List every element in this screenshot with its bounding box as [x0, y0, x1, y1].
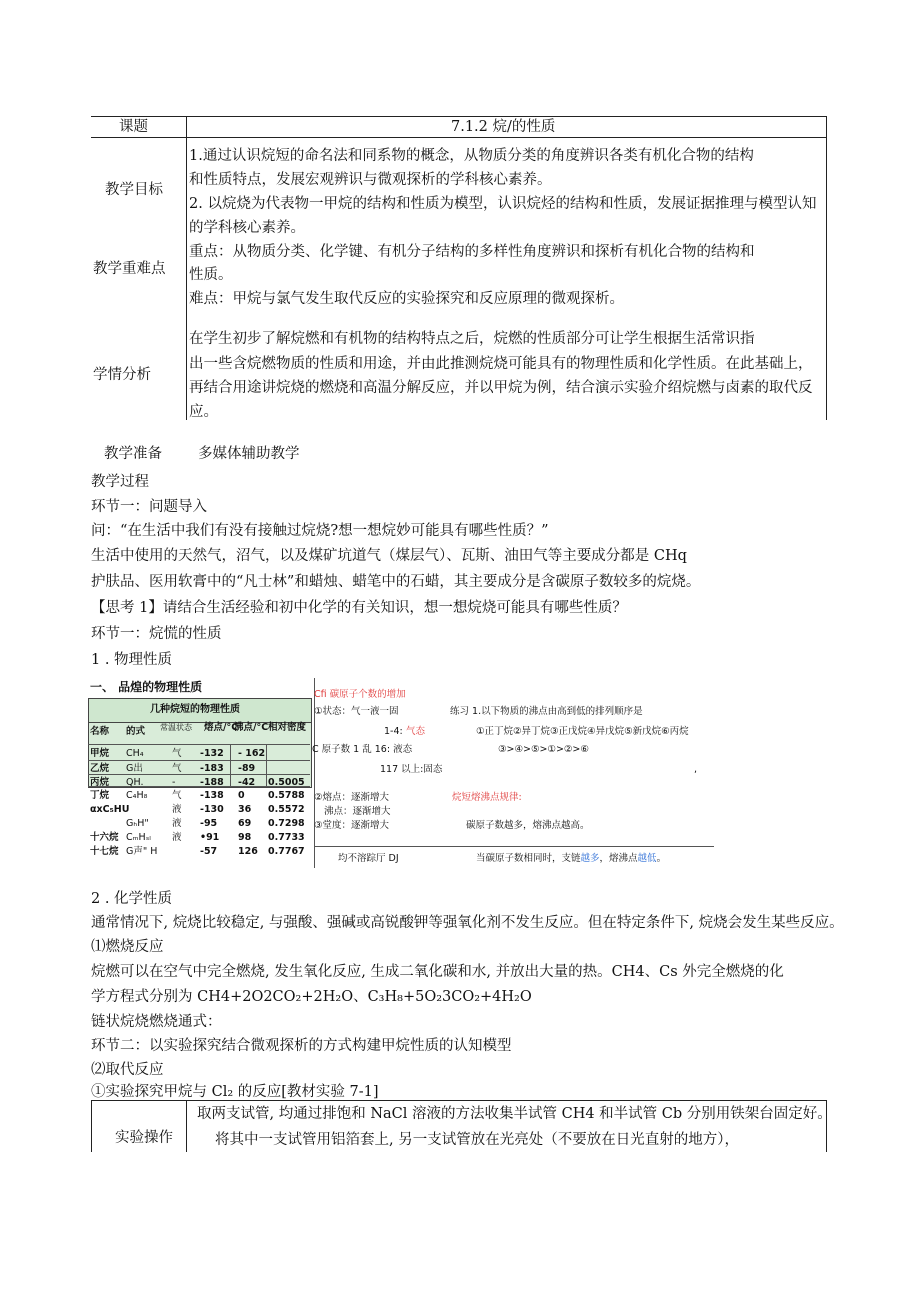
- alkane-table-cell: -130: [200, 804, 224, 815]
- section-heading: 环节二：以实验探究结合微观探析的方式构建甲烷性质的认知模型: [91, 1038, 512, 1054]
- figure-title: 一、 品煌的物理性质: [90, 680, 203, 694]
- density: ③堂度：逐渐增大: [314, 820, 390, 831]
- subsection-heading: ①实验探究甲烷与 Cl₂ 的反应[教材实验 7-1]: [91, 1084, 379, 1100]
- gas-state: 气态: [406, 726, 426, 737]
- subsection-heading: 2 . 化学性质: [91, 891, 173, 907]
- alkane-table-cell: 气: [172, 790, 182, 801]
- experiment-label: 实验操作: [115, 1130, 173, 1146]
- alkane-table-cell: GₕH": [126, 818, 149, 829]
- col-header: 相对密度: [268, 722, 307, 733]
- alkane-table-cell: 36: [238, 804, 252, 815]
- key-points-line: 重点：从物质分类、化学键、有机分子结构的多样性角度辨识和探析有机化合物的结构和: [189, 244, 755, 260]
- alkane-table-cell: 丙烷: [90, 777, 110, 788]
- key-points-line: 性质。: [189, 267, 233, 283]
- paragraph: 烷燃可以在空气中完全燃烧, 发生氧化反应, 生成二氧化碳和水, 并放出大量的热。CH4、Cs 外完全燃烧的化: [91, 964, 784, 980]
- alkane-table-cell: 液: [172, 832, 182, 843]
- alkane-table-cell: 0.5572: [268, 804, 305, 815]
- analysis-line: 在学生初步了解烷燃和有机物的结构特点之后，烷燃的性质部分可让学生根据生活常识指: [189, 331, 755, 347]
- header-label: 课题: [119, 119, 148, 135]
- boiling-point: 沸点：逐渐增大: [324, 806, 391, 817]
- section-heading: 教学过程: [91, 474, 149, 490]
- alkane-table-cell: αxC₅HU: [90, 804, 130, 815]
- alkane-table-cell: CH₄: [126, 748, 144, 759]
- rule-1: 碳原子数越多，熔沸点越高。: [466, 820, 590, 831]
- alkane-table-cell: 甲烷: [90, 748, 110, 759]
- paragraph: 链状烷烧燃烧通式：: [91, 1014, 222, 1030]
- col-header: 名称: [90, 726, 110, 737]
- key-points-line: 难点：甲烷与氯气发生取代反应的实验探究和反应原理的微观探析。: [189, 291, 624, 307]
- alkane-table-cell: - 162: [238, 748, 266, 759]
- prep-label: 教学准备: [104, 446, 162, 462]
- col-header: 熔点/°C: [204, 722, 239, 733]
- alkane-table-cell: 69: [238, 818, 252, 829]
- exercise-answer: ③>④>⑤>①>②>⑥: [498, 744, 589, 755]
- rule-title: 烷短熔沸点规律:: [452, 792, 522, 803]
- alkane-table-cell: -132: [200, 748, 224, 759]
- think-prompt: 【思考 1】请结合生活经验和初中化学的有关知识，想一想烷烧可能具有哪些性质？: [91, 600, 627, 616]
- alkane-table-cell: 气: [172, 748, 182, 759]
- subsection-heading: ⑵取代反应: [91, 1062, 164, 1078]
- alkane-table-cell: 液: [172, 818, 182, 829]
- alkane-table-cell: 126: [238, 846, 258, 857]
- alkane-table-cell: 98: [238, 832, 252, 843]
- prep-value: 多媒体辅助教学: [198, 446, 300, 462]
- analysis-label: 学情分析: [93, 367, 151, 383]
- col-header: 的式: [126, 726, 146, 737]
- exercise-options: ①正丁烷②异丁烷③正戊烷④异戊烷⑤新戊烷⑥丙烷: [476, 726, 689, 737]
- range-5-16: C 原子数 1 乱 16: 液态: [312, 744, 413, 755]
- objectives-line: 1.通过认识烷短的命名法和同系物的概念，从物质分类的角度辨识各类有机化合物的结构: [189, 148, 754, 164]
- key-points-label: 教学重难点: [93, 261, 166, 277]
- alkane-table-cell: -89: [238, 763, 256, 774]
- alkane-table-cell: -: [172, 777, 176, 788]
- alkane-table-cell: C₄H₈: [126, 790, 148, 801]
- equation-line: 学方程式分别为 CH4+2O2CO₂+2H₂O、C₃H₈+5O₂3CO₂+4H₂O: [91, 989, 532, 1005]
- alkane-table-cell: 丁烷: [90, 790, 110, 801]
- analysis-line: 再结合用途讲烷烧的燃烧和高温分解反应，并以甲烷为例，结合演示实验介绍烷燃与卤素的取代反: [189, 380, 813, 396]
- alkane-table-cell: -138: [200, 790, 224, 801]
- alkane-table-cell: 0: [238, 790, 245, 801]
- lesson-title: 7.1.2 烷/的性质: [451, 119, 556, 135]
- question-text: 问：“在生活中我们有没有接触过烷烧?想一想烷妙可能具有哪些性质？”: [91, 523, 549, 539]
- paragraph: 护肤品、医用软膏中的“凡士林”和蜡烛、蜡笔中的石蜡，其主要成分是含碳原子数较多的烷烧。: [91, 574, 701, 590]
- alkane-table-cell: -183: [200, 763, 224, 774]
- alkane-table-cell: -42: [238, 777, 256, 788]
- range-1-4: 1-4:: [384, 726, 403, 737]
- experiment-line: 将其中一支试管用铝箔套上, 另一支试管放在光亮处（不要放在日光直射的地方），: [215, 1132, 739, 1148]
- state-line: ①状态：气一液一固: [314, 706, 399, 717]
- col-header: 沸点/°C: [234, 722, 269, 733]
- alkane-table-cell: QH.: [126, 777, 144, 788]
- alkane-table-cell: -188: [200, 777, 224, 788]
- carbon-increase-heading: Cfi 碳原子个数的增加: [314, 689, 406, 700]
- range-117: 117 以上:固态: [380, 764, 443, 775]
- alkane-table-cell: G出: [126, 763, 143, 774]
- alkane-table-cell: 0.7733: [268, 832, 305, 843]
- alkane-table-cell: 乙烷: [90, 763, 110, 774]
- analysis-line: 出一些含烷燃物质的性质和用途，并由此推测烷烧可能具有的物理性质和化学性质。在此基础上，: [189, 356, 813, 372]
- alkane-table-cell: 0.7298: [268, 818, 305, 829]
- objectives-line: 2. 以烷烧为代表物一甲烷的结构和性质为模型，认识烷烃的结构和性质，发展证据推理与模型认知: [189, 196, 817, 212]
- comma-mark: ,: [694, 764, 698, 775]
- alkane-table-cell: G声" H: [126, 846, 158, 857]
- alkane-table-cell: 十七烷: [90, 846, 119, 857]
- paragraph: 通常情况下, 烷烧比较稳定, 与强酸、强碱或高锐酸钾等强氧化剂不发生反应。但在特定条件下, 烷烧会发生某些反应。: [91, 915, 844, 931]
- alkane-table-cell: 气: [172, 763, 182, 774]
- alkane-table-cell: -57: [200, 846, 218, 857]
- lesson-info-table: [91, 116, 827, 420]
- alkane-table-cell: 0.5788: [268, 790, 305, 801]
- alkane-table-cell: 0.7767: [268, 846, 305, 857]
- alkane-table-cell: 液: [172, 804, 182, 815]
- physical-properties-figure: [88, 678, 714, 868]
- experiment-line: 取两支试管, 均通过排饱和 NaCl 溶液的方法收集半试管 CH4 和半试管 Cb 分别用铁架台固定好。: [197, 1106, 832, 1122]
- experiment-table: [91, 1100, 832, 1152]
- objectives-label: 教学目标: [105, 182, 163, 198]
- subsection-heading: ⑴燃烧反应: [91, 939, 164, 955]
- alkane-table-cell: -95: [200, 818, 218, 829]
- alkane-table-cell: CₘHₛₗ: [126, 832, 151, 843]
- section-heading: 环节一：问题导入: [91, 499, 207, 515]
- exercise-text: 练习 1.以下物质的沸点由高到低的排列顺序是: [450, 706, 643, 717]
- insoluble-note: 均不溶踪厅 DJ: [338, 853, 399, 864]
- alkane-table-cell: 十六烷: [90, 832, 119, 843]
- paragraph: 生活中使用的天然气，沼气，以及煤矿坑道气（煤层气）、瓦斯、油田气等主要成分都是 CHq: [91, 548, 687, 564]
- section-heading: 环节一：烷慌的性质: [91, 626, 222, 642]
- objectives-line: 和性质特点，发展宏观辨识与微观探析的学科核心素养。: [189, 172, 552, 188]
- alkane-table-cell: •91: [200, 832, 220, 843]
- alkane-table-cell: 0.5005: [268, 777, 305, 788]
- col-header: 常温状态: [160, 723, 192, 732]
- figure-table-title: 几种烷短的物理性质: [150, 704, 240, 715]
- rule-2: 当碳原子数相同时，支链越多，熔沸点越低。: [476, 853, 667, 864]
- objectives-line: 的学科核心素养。: [189, 220, 305, 236]
- melting-point: ②熔点：逐渐增大: [314, 792, 390, 803]
- analysis-line: 应。: [189, 404, 218, 420]
- subsection-heading: 1 . 物理性质: [91, 652, 173, 668]
